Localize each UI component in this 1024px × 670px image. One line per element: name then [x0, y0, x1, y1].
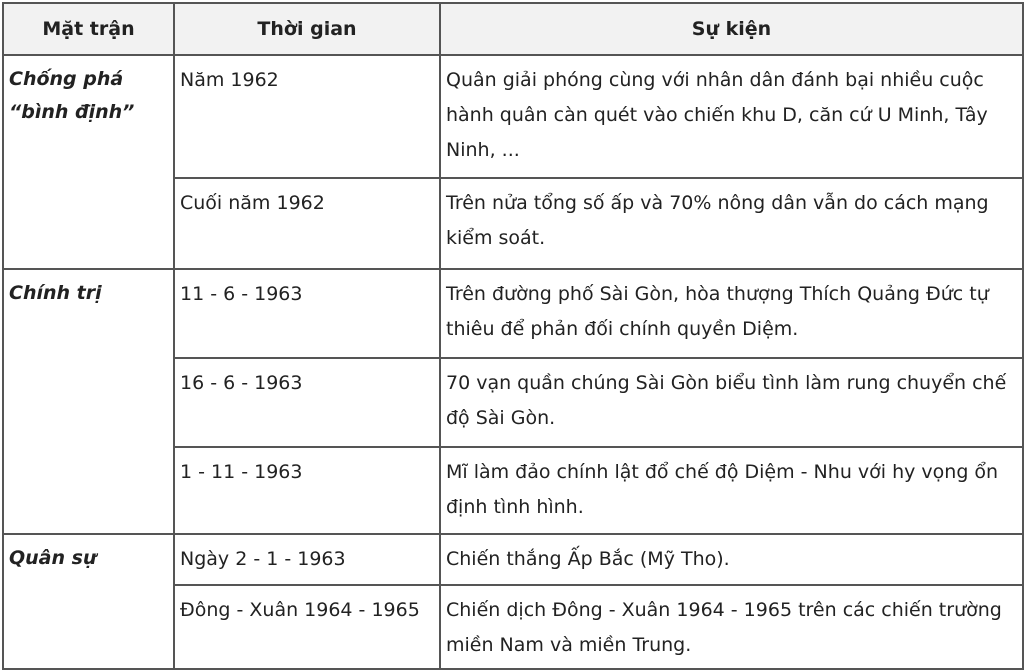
time-cell: Ngày 2 - 1 - 1963 — [174, 534, 440, 585]
header-front: Mặt trận — [3, 3, 174, 55]
time-cell: Cuối năm 1962 — [174, 178, 440, 269]
front-cell: Quân sự — [3, 534, 174, 669]
front-cell: Chống phá “bình định” — [3, 55, 174, 269]
event-cell: 70 vạn quần chúng Sài Gòn biểu tình làm rung chuyển chế độ Sài Gòn. — [440, 358, 1023, 447]
table-row — [3, 534, 1023, 585]
header-time: Thời gian — [174, 3, 440, 55]
event-cell: Trên đường phố Sài Gòn, hòa thượng Thích Quảng Đức tự thiêu để phản đối chính quyền Diệm. — [440, 269, 1023, 358]
header-row — [3, 3, 1023, 55]
event-cell: Chiến thắng Ấp Bắc (Mỹ Tho). — [440, 534, 1023, 585]
history-events-table — [2, 2, 1024, 670]
header-event: Sự kiện — [440, 3, 1023, 55]
front-cell: Chính trị — [3, 269, 174, 534]
event-cell: Mĩ làm đảo chính lật đổ chế độ Diệm - Nhu với hy vọng ổn định tình hình. — [440, 447, 1023, 534]
time-cell: Năm 1962 — [174, 55, 440, 178]
table-row — [3, 269, 1023, 358]
time-cell: Đông - Xuân 1964 - 1965 — [174, 585, 440, 669]
time-cell: 1 - 11 - 1963 — [174, 447, 440, 534]
table-row — [3, 55, 1023, 178]
event-cell: Trên nửa tổng số ấp và 70% nông dân vẫn do cách mạng kiểm soát. — [440, 178, 1023, 269]
event-cell: Chiến dịch Đông - Xuân 1964 - 1965 trên các chiến trường miền Nam và miền Trung. — [440, 585, 1023, 669]
time-cell: 16 - 6 - 1963 — [174, 358, 440, 447]
time-cell: 11 - 6 - 1963 — [174, 269, 440, 358]
event-cell: Quân giải phóng cùng với nhân dân đánh bại nhiều cuộc hành quân càn quét vào chiến khu D, căn cứ U Minh, Tây Ninh, ... — [440, 55, 1023, 178]
